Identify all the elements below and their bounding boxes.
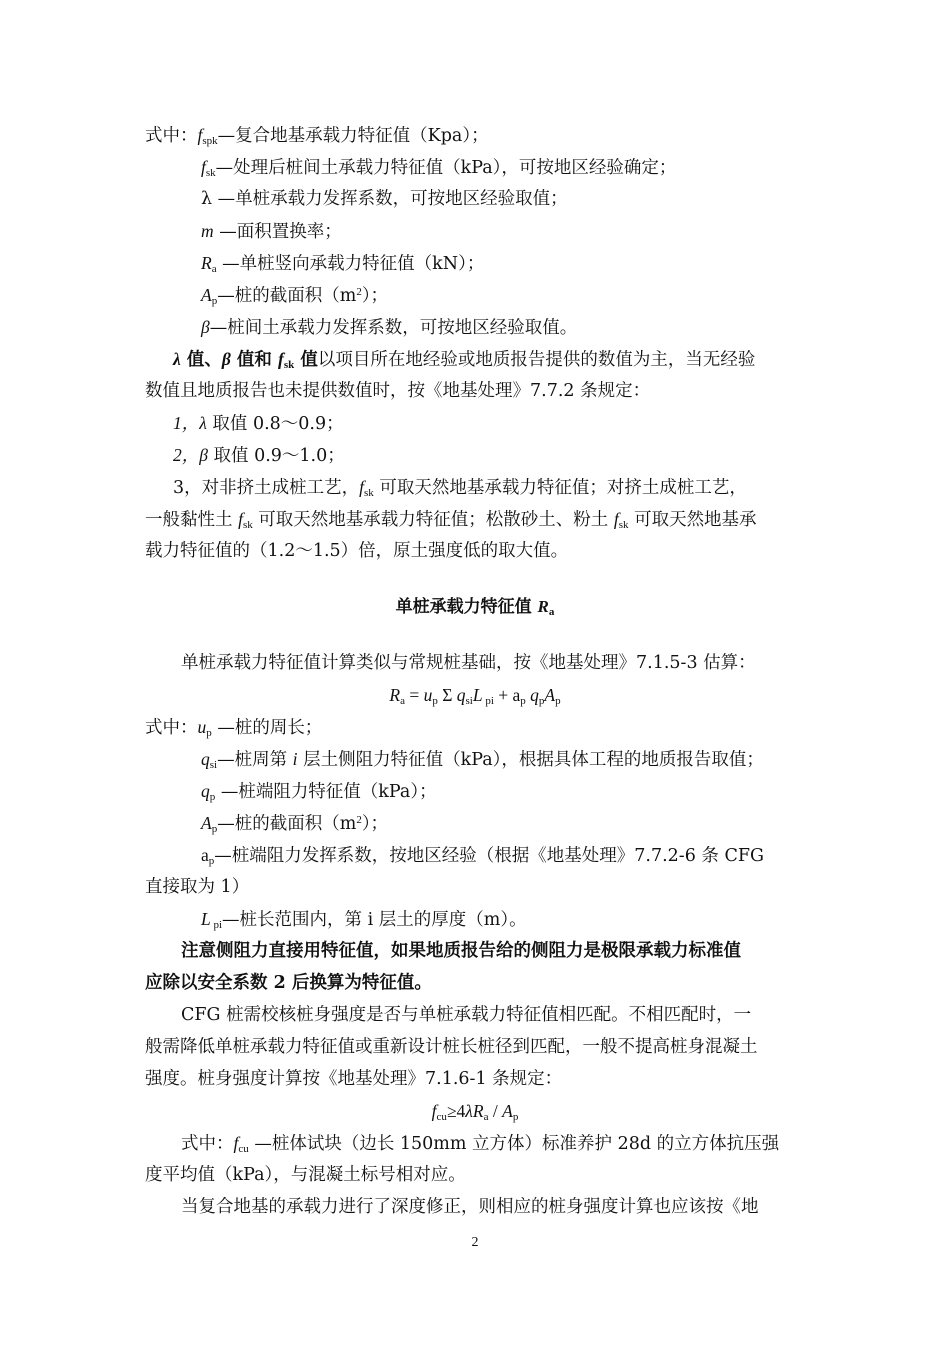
formula-ra: $R_a = u_p$ Σ $q_{si}L$ $_{pi} + a_p$ $q_pA_p$ [389,685,561,707]
def-ap-2: $A_p—$桩的截面积$(m^2)$； [201,813,389,835]
rule-1: 1，λ 取值 0.8～0.9； [173,413,344,434]
section-heading: 单桩承载力特征值 $R_a$ [395,597,555,618]
cfg-line2: 般需降低单桩承载力特征值或重新设计桩长桩径到匹配，一般不提高桩身混凝土 [145,1037,758,1057]
page-number: 2 [471,1235,479,1250]
rule-3-line3: 载力特征值的（1.2～1.5）倍，原土强度低的取大值。 [145,541,569,561]
def-fspk: 式中：$f_{spk}—$复合地基承载力特征值（Kpa）； [145,125,489,147]
para-values-line1: λ 值、β 值和 $f_{sk}$ 值以项目所在地经验或地质报告提供的数值为主，当无经验 [173,349,756,371]
intro-line: 单桩承载力特征值计算类似与常规桩基础，按《地基处理》7.1.5-3 估算： [181,653,756,673]
note-line1: 注意侧阻力直接用特征值，如果地质报告给的侧阻力是极限承载力标准值 [181,941,741,961]
def-lpi: L $_{pi}$—桩长范围内，第 i 层土的厚度（m）。 [201,909,527,931]
last-line: 当复合地基的承载力进行了深度修正，则相应的桩身强度计算也应该按《地 [181,1197,759,1217]
def-alpha-p: $a_p—$桩端阻力发挥系数，按地区经验（根据《地基处理》7.7.2-6 条 CFG [201,845,764,867]
cfg-line3: 强度。桩身强度计算按《地基处理》7.1.6-1 条规定： [145,1069,563,1089]
cfg-line1: CFG 桩需校核桩身强度是否与单桩承载力特征值相匹配。不相匹配时，一 [181,1005,752,1025]
def-fcu-line2: 度平均值（kPa），与混凝土标号相对应。 [145,1165,466,1185]
def-ap: $A_p—$桩的截面积$(m^2)$； [201,285,389,307]
def-alpha-p-cont: 直接取为 1） [145,877,250,897]
def-beta: β—桩间土承载力发挥系数，可按地区经验取值。 [201,317,578,338]
rule-3-line1: 3，对非挤土成桩工艺，$f_{sk}$ 可取天然地基承载力特征值；对挤土成桩工艺， [173,477,747,499]
formula-fcu: $f_{cu}\ge 4\lambda R_a / A_p$ [431,1101,519,1123]
def-lambda: λ —单桩承载力发挥系数，可按地区经验取值； [201,189,568,209]
def-up: 式中：$u_p$ —桩的周长； [145,717,323,739]
para-values-line2: 数值且地质报告也未提供数值时，按《地基处理》7.7.2 条规定： [145,381,651,401]
def-qp: $q_p$ —桩端阻力特征值（kPa）； [201,781,437,803]
def-fsk: $f_{sk}—$处理后桩间土承载力特征值（kPa），可按地区经验确定； [201,157,677,179]
def-ra: $R_a$ —单桩竖向承载力特征值（kN）； [201,253,485,275]
rule-3-line2: 一般黏性土 $f_{sk}$ 可取天然地基承载力特征值；松散砂土、粉土 $f_{sk}$ 可取天然地基承 [145,509,757,531]
note-line2: 应除以安全系数 2 后换算为特征值。 [145,973,432,993]
def-qsi: $q_{si}—$桩周第 i 层土侧阻力特征值（kPa），根据具体工程的地质报告取值； [201,749,764,771]
def-m: m —面积置换率； [201,221,342,242]
rule-2: 2，β 取值 0.9～1.0； [173,445,345,466]
def-fcu-line1: 式中：$f_{cu}$ —桩体试块（边长 150mm 立方体）标准养护 28d 的立方体抗压强 [181,1133,780,1155]
